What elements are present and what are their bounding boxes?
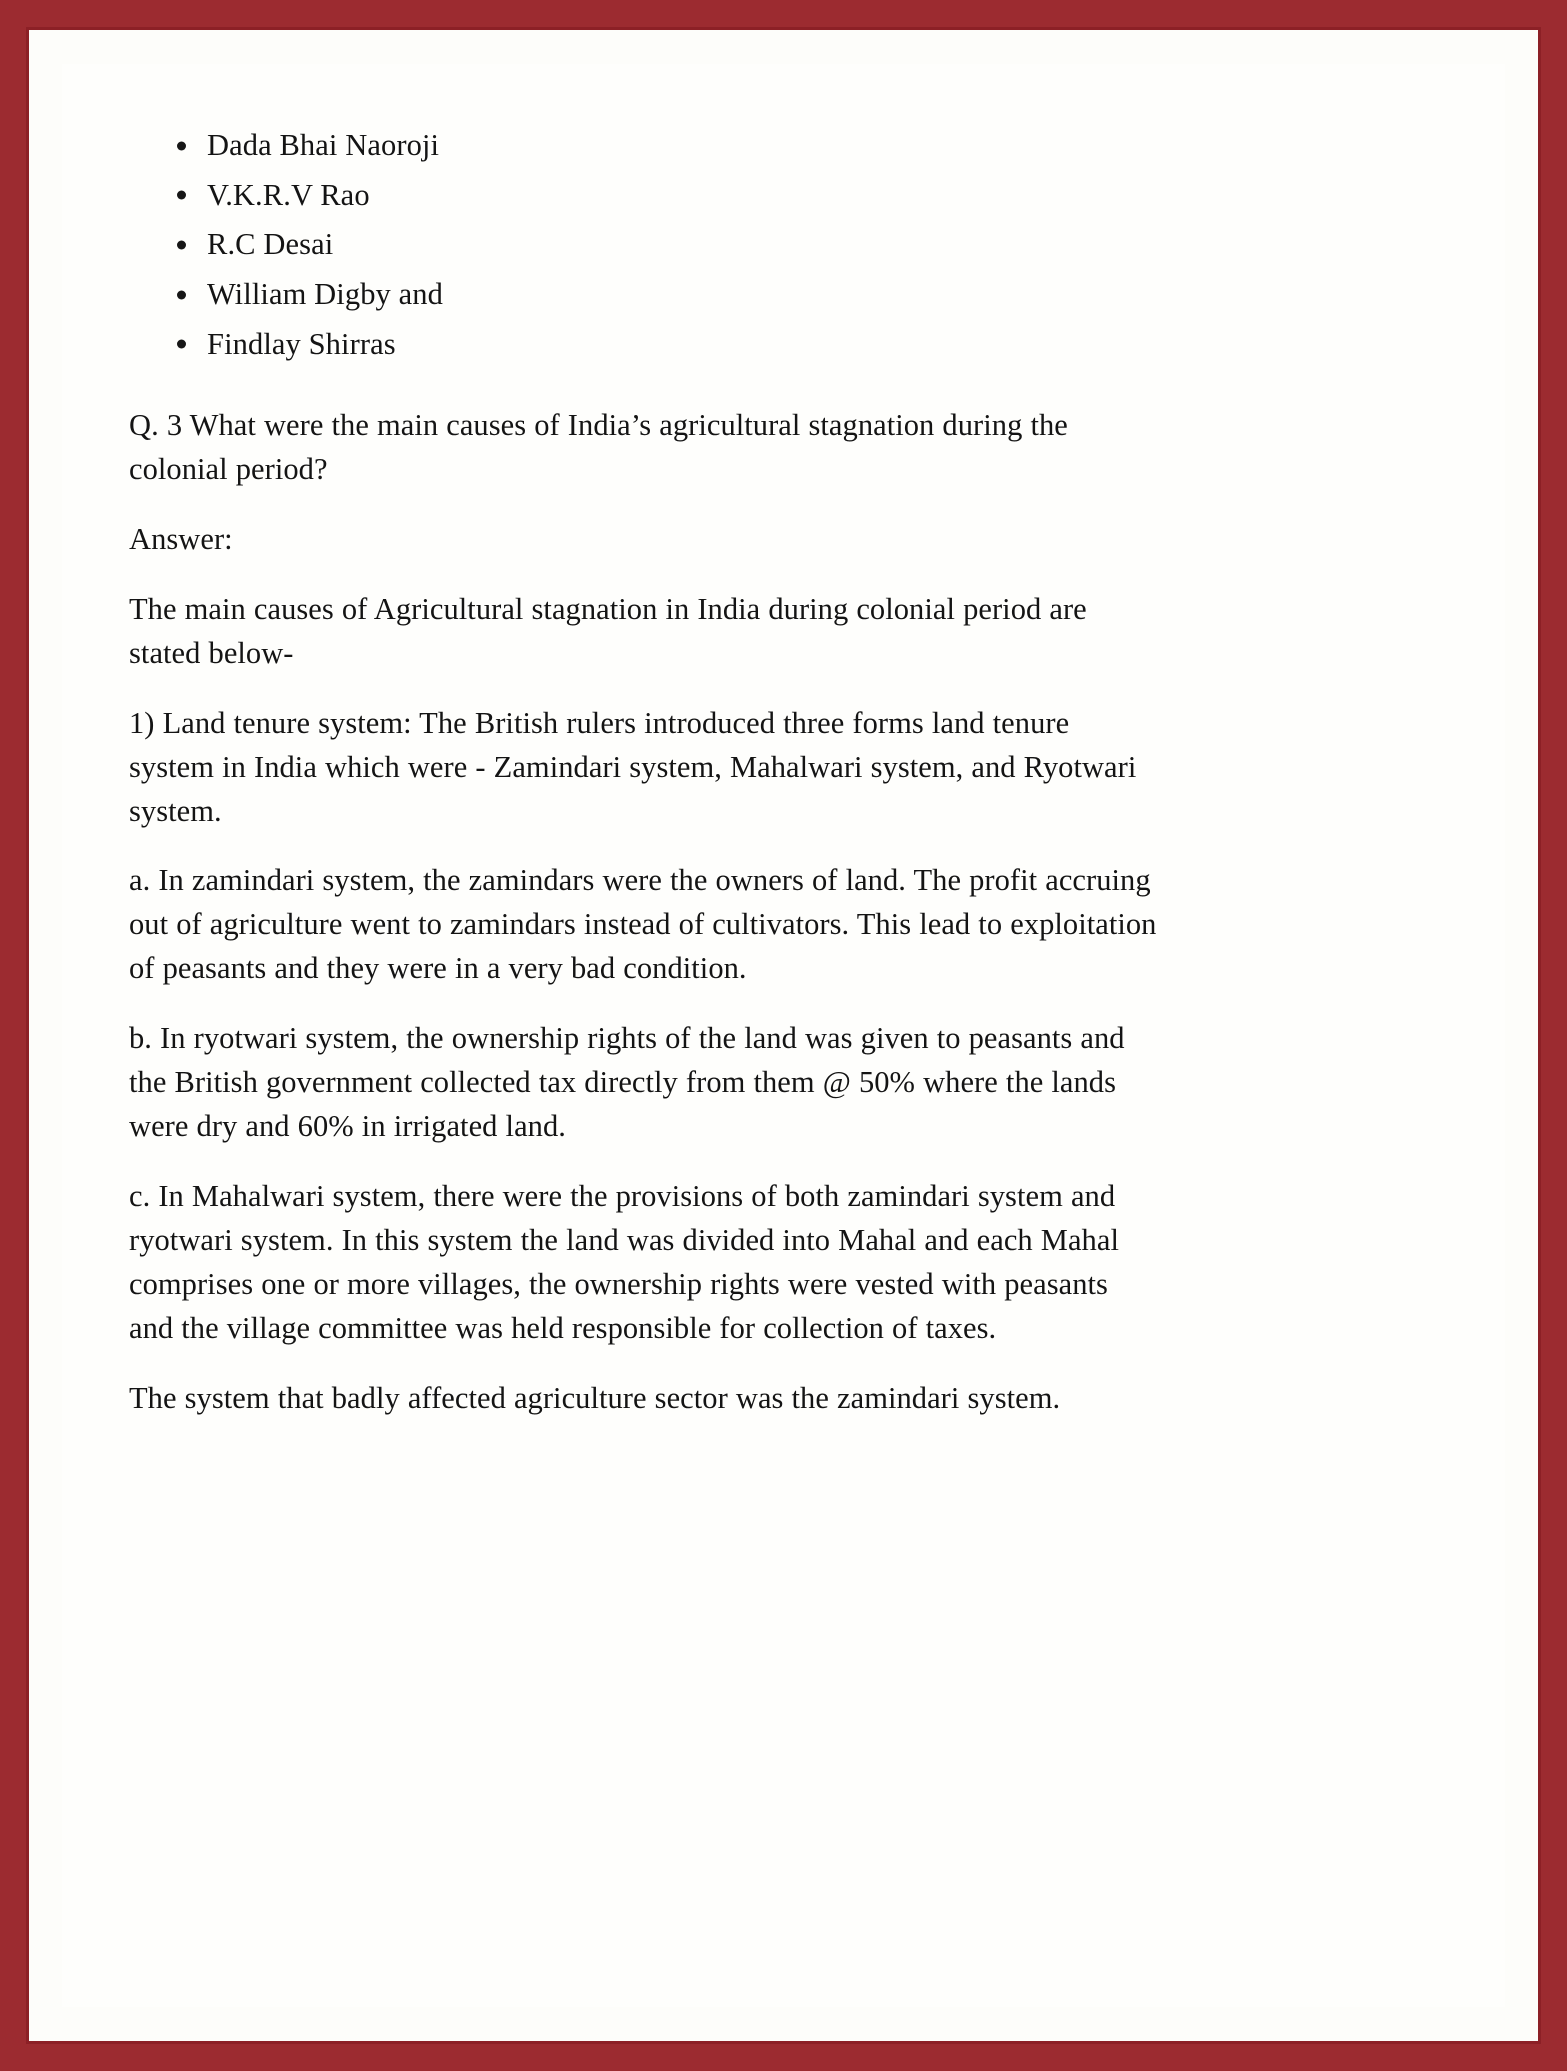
list-item-label: William Digby and: [207, 276, 443, 311]
economists-bullet-list: [129, 126, 1159, 364]
list-item-label: V.K.R.V Rao: [207, 177, 370, 212]
land-tenure-paragraph: 1) Land tenure system: The British rulers introduced three forms land tenure system in India which were - Zamindari system, Mahalwari system, and Ryotwari system.: [129, 705, 1137, 828]
list-item: [129, 275, 1159, 315]
list-item: [129, 176, 1159, 216]
mahalwari-paragraph: c. In Mahalwari system, there were the provisions of both zamindari system and ryotwari system. In this system the land was divided into Mahal and each Mahal comprises one or more villages, the ownership rights were vested with peasants and the village committee was held responsible for collection of taxes.: [129, 1178, 1119, 1345]
answer-intro-paragraph: The main causes of Agricultural stagnation in India during colonial period are stated below-: [129, 591, 1087, 670]
zamindari-paragraph: a. In zamindari system, the zamindars were the owners of land. The profit accruing out of agriculture went to zamindars instead of cultivators. This lead to exploitation of peasants and they were in a very bad condition.: [129, 863, 1157, 986]
bullet-icon: [177, 241, 186, 250]
page-inner-rule: [26, 27, 1541, 2044]
bullet-icon: [177, 141, 186, 150]
bullet-icon: [177, 340, 186, 349]
document-content: [129, 126, 1159, 1446]
list-item: [129, 225, 1159, 265]
list-item-label: Findlay Shirras: [207, 326, 396, 361]
document-page: [62, 64, 1505, 2007]
ryotwari-paragraph: b. In ryotwari system, the ownership rights of the land was given to peasants and the British government collected tax directly from them @ 50% where the lands were dry and 60% in irrigated land.: [129, 1021, 1125, 1143]
bullet-icon: [177, 290, 186, 299]
list-item-label: R.C Desai: [207, 227, 334, 262]
question-text: Q. 3 What were the main causes of India’s agricultural stagnation during the colonial period?: [129, 408, 1068, 487]
bullet-icon: [177, 191, 186, 200]
answer-label: Answer:: [129, 522, 233, 557]
list-item: [129, 325, 1159, 365]
list-paragraph-spacer: [129, 374, 1159, 404]
list-item: [129, 126, 1159, 166]
list-item-label: Dada Bhai Naoroji: [207, 128, 440, 162]
conclusion-paragraph: The system that badly affected agriculture sector was the zamindari system.: [129, 1380, 1061, 1415]
